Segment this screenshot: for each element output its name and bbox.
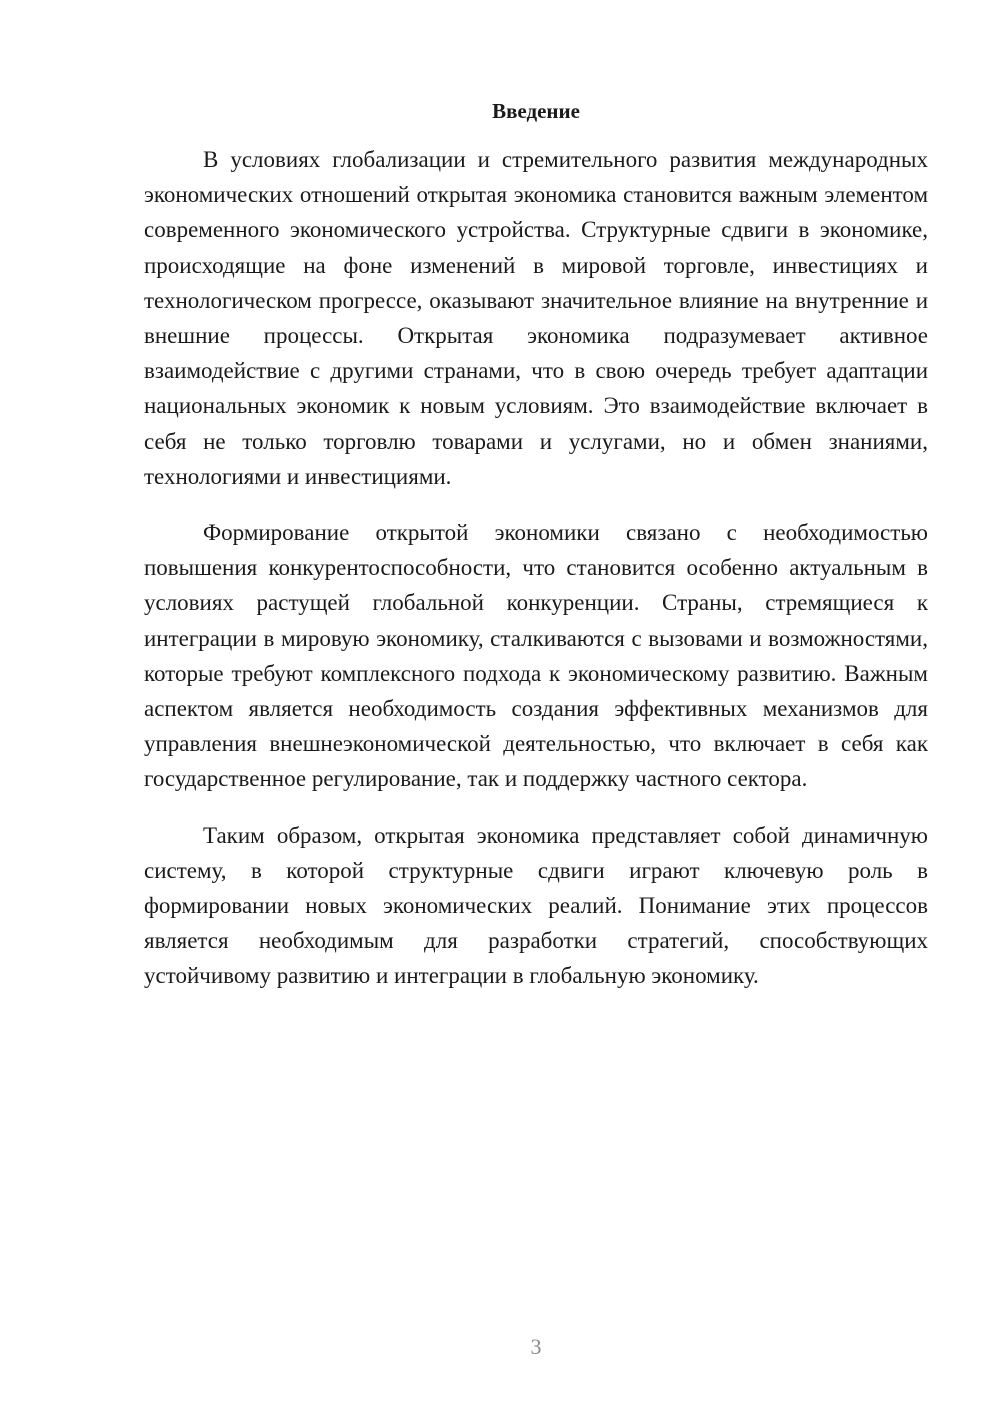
section-title: Введение — [492, 99, 580, 123]
body-text — [144, 142, 928, 1015]
paragraph-2: Формирование открытой экономики связано с необходимостью повышения конкурентоспособности, что становится особенно актуальным в условиях растущей глобальной конкуренции. Страны, стремящиеся к интеграции в мировую экономику, сталкиваются с вызовами и возможностями, которые требуют комплексного подхода к экономическому развитию. Важным аспектом является необходимость создания эффективных механизмов для управления внешнеэкономической деятельностью, что включает в себя как государственное регулирование, так и поддержку частного сектора. — [144, 520, 928, 792]
paragraph-1: В условиях глобализации и стремительного развития международных экономических отношений открытая экономика становится важным элементом современного экономического устройства. Структурные сдвиги в экономике, происходящие на фоне изменений в мировой торговле, инвестициях и технологическом прогрессе, оказывают значительное влияние на внутренние и внешние процессы. Открытая экономика подразумевает активное взаимодействие с другими странами, что в свою очередь требует адаптации национальных экономик к новым условиям. Это взаимодействие включает в себя не только торговлю товарами и услугами, но и обмен знаниями, технологиями и инвестициями. — [144, 147, 928, 489]
paragraph-3: Таким образом, открытая экономика представляет собой динамичную систему, в которой структурные сдвиги играют ключевую роль в формировании новых экономических реалий. Понимание этих процессов является необходимым для разработки стратегий, способствующих устойчивому развитию и интеграции в глобальную экономику. — [144, 822, 928, 989]
page-number: 3 — [530, 1334, 542, 1359]
